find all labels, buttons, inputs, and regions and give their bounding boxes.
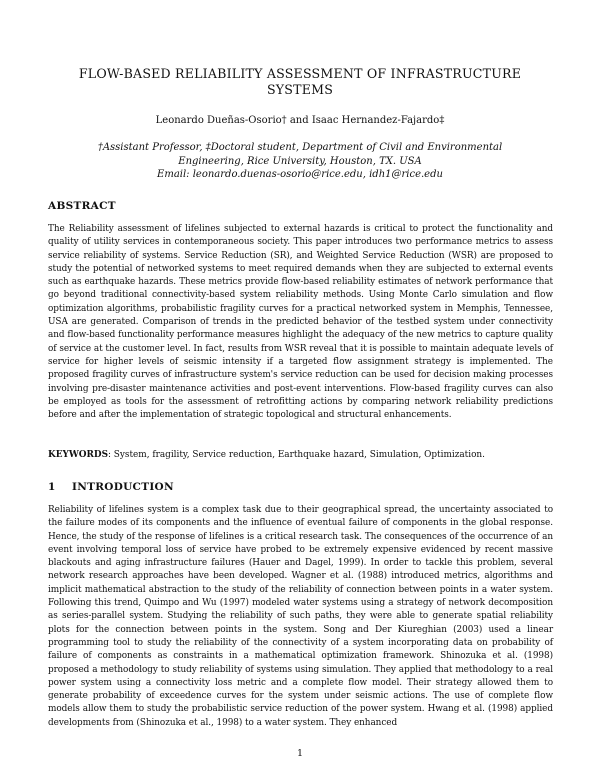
paper-title: FLOW-BASED RELIABILITY ASSESSMENT OF INFRASTRUCTURE SYSTEMS [78, 66, 522, 97]
email-line: Email: leonardo.duenas-osorio@rice.edu, idh1@rice.edu [157, 169, 443, 180]
keywords [48, 449, 553, 462]
affiliation-block [70, 141, 530, 182]
introduction-text: Reliability of lifelines system is a complex task due to their geographical spread, the uncertainty associated to the failure modes of its components and the influence of eventual failure of components in the global response. Hence, the study of the response of lifelines is a critical research task. The consequences of the occurrence of an event involving temporal loss of service have probed to be extremely expensive evidenced by recent massive blackouts and aging infrastructure failures (Hauer and Dagel, 1999). In order to tackle this problem, several network research approaches have been developed. Wagner et al. (1988) introduced metrics, algorithms and implicit mathematical abstraction to the study of the reliability of connection between points in a water system. Following this trend, Quimpo and Wu (1997) modeled water systems using a strategy of network decomposition as series-parallel system. Studying the reliability of such paths, they were able to generate spatial reliability plots for the connection between points in the system. Song and Der Kiureghian (2003) used a linear programming tool to study the reliability of the connectivity of a system incorporating data on probability of failure of components as constraints in a mathematical optimization framework. Shinozuka et al. (1998) proposed a methodology to study reliability of systems using simulation. They applied that methodology to a real power system using a connectivity loss metric and a complete flow model. Their strategy allowed them to generate probability of exceedence curves for the system under seismic actions. The use of complete flow models allow them to study the probabilistic service reduction of the power system. Hwang et al. (1998) applied developments from (Shinozuka et al., 1998) to a water system. They enhanced [48, 505, 553, 728]
abstract-text: The Reliability assessment of lifelines subjected to external hazards is critical to protect the functionality and quality of utility services in contemporaneous society. This paper introduces two performance metrics to assess service reliability of systems. Service Reduction (SR), and Weighted Service Reduction (WSR) are proposed to study the potential of networked systems to meet required demands when they are subjected to external events such as earthquake hazards. These metrics provide flow-based reliability estimates of network performance that go beyond traditional connectivity-based system reliability methods. Using Monte Carlo simulation and flow optimization algorithms, probabilistic fragility curves for a practical networked system in Memphis, Tennessee, USA are generated. Comparison of trends in the predicted behavior of the testbed system under connectivity and flow-based functionality performance measures highlight the adequacy of the new metrics to capture quality of service at the customer level. In fact, results from WSR reveal that it is possible to maintain adequate levels of service for higher levels of seismic intensity if a targeted flow assignment strategy is implemented. The proposed fragility curves of infrastructure system's service reduction can be used for decision making processes involving pre-disaster maintenance activities and post-event interventions. Flow-based fragility curves can also be employed as tools for the assessment of retrofitting actions by comparing network reliability predictions before and after the implementation of strategic topological and structural enhancements. [48, 224, 553, 421]
keywords-label: KEYWORDS [48, 450, 108, 460]
section-title: INTRODUCTION [72, 481, 174, 493]
abstract-heading: ABSTRACT [48, 200, 116, 212]
page-number: 1 [296, 748, 304, 759]
section-heading [48, 481, 174, 493]
keywords-text: : System, fragility, Service reduction, Earthquake hazard, Simulation, Optimization. [108, 450, 485, 460]
author-line: Leonardo Dueñas-Osorio† and Isaac Hernandez-Fajardo‡ [155, 115, 445, 126]
affiliation-line: †Assistant Professor, ‡Doctoral student, Department of Civil and Environmental Engineering, Rice University, Houston, TX. USA [97, 142, 503, 167]
section-number: 1 [48, 481, 56, 493]
